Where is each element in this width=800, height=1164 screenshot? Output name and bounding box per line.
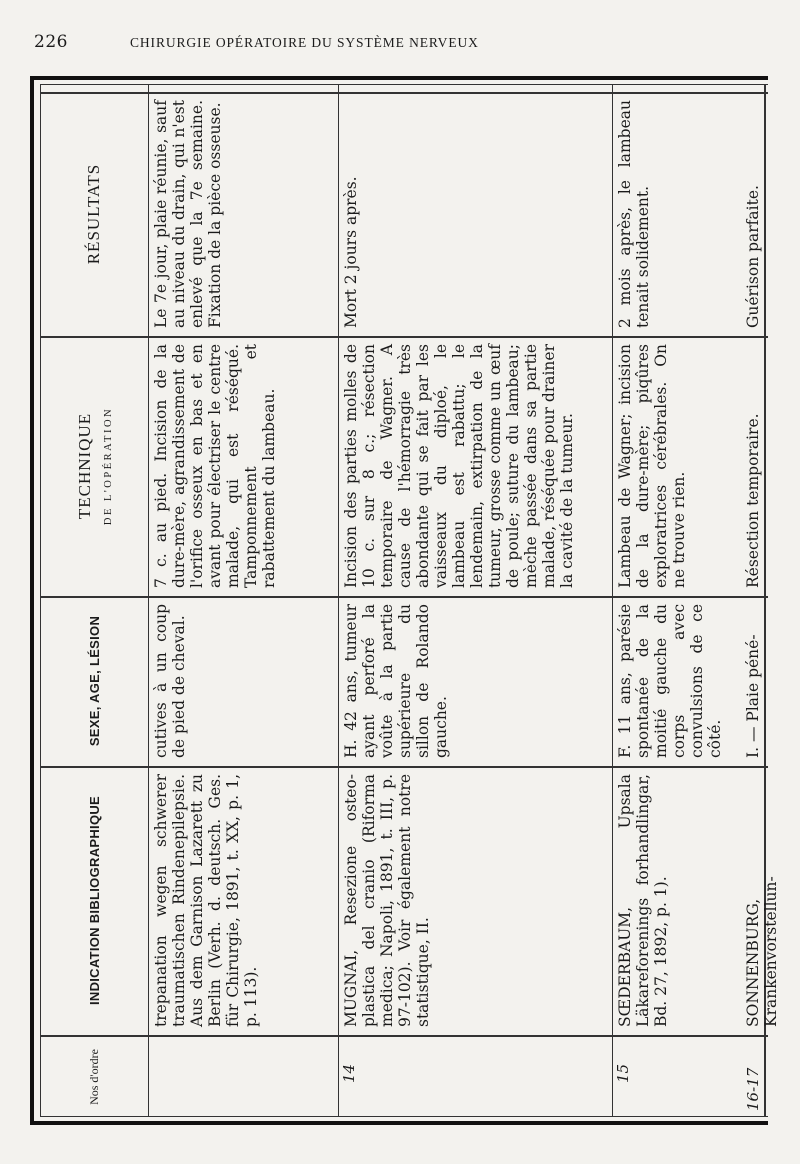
biblio-cell: SONNENBURG, Krankenvorstellun-	[744, 876, 780, 1027]
biblio-cell: MUGNAI, Resezione osteo-plastica del cranio (Riforma medica; Napoli, 1891, t. III, p. 97-102). Voir également notre statistique, II.	[342, 774, 432, 1027]
technique-cell: 7 c. au pied. Incision de la dure-mère, agrandissement de l'orifice osseux en bas et en avant pour électriser le centre malade, qui est réséqué. Tamponnement et rabattement du lambeau.	[152, 344, 278, 588]
header-num	[40, 1037, 148, 1117]
row-number: 14	[340, 1063, 358, 1083]
header-num-label: Nos d'ordre	[86, 1049, 101, 1105]
resultats-cell: 2 mois après, le lambeau tenait solidement.	[616, 100, 652, 328]
header-technique-label: TECHNIQUE	[74, 412, 94, 520]
header-technique	[40, 336, 148, 596]
row-number: 15	[614, 1063, 632, 1083]
row-number: 16-17	[744, 1067, 762, 1111]
header-resultats	[40, 92, 148, 336]
page-header	[0, 28, 800, 58]
header-technique-sublabel: DE L'OPÉRATION	[102, 406, 114, 526]
technique-cell: Lambeau de Wagner; incision de la dure-mère; piqûres exploratrices cérébrales. On ne trouve rien.	[616, 344, 688, 588]
biblio-cell: trepanation wegen schwerer traumatischen Rindenepilepsie. Aus dem Garnison Lazarett zu Berlin (Verh. d. deutsch. Ges. für Chirurgie, 1891, t. XX, p. 1, p. 113).	[152, 774, 260, 1027]
header-sexe-label: SEXE, AGE, LÉSION	[86, 615, 102, 747]
sexe-cell: I. — Plaie péné-	[744, 634, 762, 758]
technique-cell: Incision des parties molles de 10 c. sur 8 c.; résection temporaire de Wagner. A cause de l'hémorragie très abondante qui se fait par les vaisseaux du diploé, le lambeau est rabattu; le lendemain, extirpation de la tumeur, grosse comme un œuf de poule; suture du lambeau; mèche passée dans sa partie malade, réséquée pour drainer la cavité de la tumeur.	[342, 344, 576, 588]
header-biblio-label: INDICATION BIBLIOGRAPHIQUE	[86, 795, 102, 1006]
biblio-cell: SŒDERBAUM, Upsala Läkareforenings forhandlingar, Bd. 27, 1892, p. 1).	[616, 774, 670, 1027]
running-title: CHIRURGIE OPÉRATOIRE DU SYSTÈME NERVEUX	[130, 35, 479, 50]
header-resultats-label: RÉSULTATS	[84, 163, 103, 265]
frame-rule-top	[30, 76, 768, 80]
sexe-cell: cutives à un coup de pied de cheval.	[152, 604, 188, 758]
sexe-cell: F. 11 ans, parésie spontanée de la moitié gauche du corps avec convulsions de ce côté.	[616, 604, 724, 758]
frame-rule-left	[30, 76, 34, 1125]
page-number: 226	[34, 32, 68, 52]
header-biblio	[40, 766, 148, 1035]
technique-cell: Résection temporaire.	[744, 413, 762, 588]
sexe-cell: H. 42 ans, tumeur ayant perforé la voûte à la partie supérieure du sillon de Rolando gauche.	[342, 604, 450, 758]
resultats-cell: Le 7e jour, plaie réunie, sauf au niveau du drain, qui n'est enlevé que la 7e semaine. Fixation de la pièce osseuse.	[152, 100, 224, 328]
resultats-cell: Guérison parfaite.	[744, 185, 762, 328]
header-sexe	[40, 596, 148, 766]
resultats-cell: Mort 2 jours après.	[342, 176, 360, 328]
frame-rule-bottom	[30, 1121, 768, 1125]
rotated-table	[40, 84, 780, 1117]
